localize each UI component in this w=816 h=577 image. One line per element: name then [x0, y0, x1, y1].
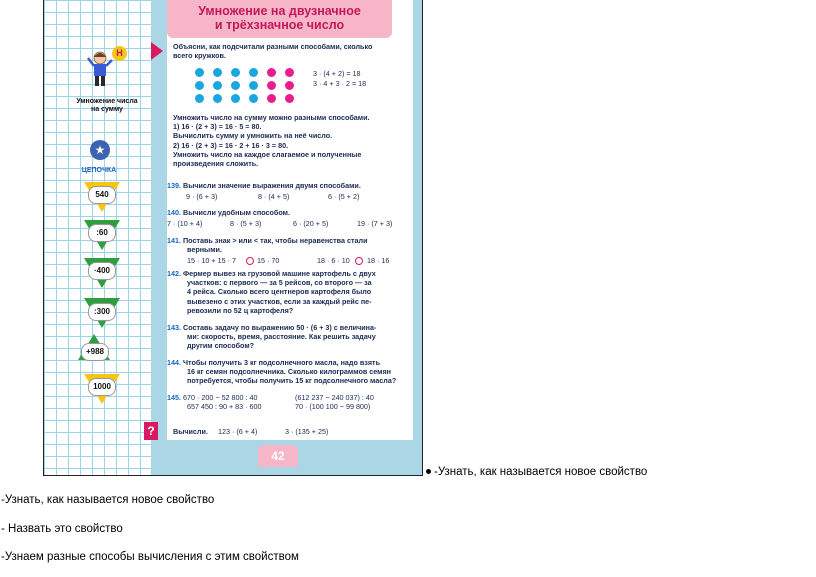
formula-2: 3 · 4 + 3 · 2 = 18: [313, 79, 367, 88]
chain-step-3: ·400: [88, 262, 116, 280]
blue-dot: [249, 68, 258, 77]
lesson-title: Умножение на двузначное и трёхзначное число: [198, 4, 361, 32]
chain-step-5: +988: [81, 343, 109, 361]
pink-dot: [285, 68, 294, 77]
blue-dot: [231, 94, 240, 103]
exercise-143: 143. Составь задачу по выражению 50 · (6 + 3) с величина- ми: скорость, время, расстояние. Как решить задачу другим способом?: [167, 323, 377, 351]
rule-block: Умножить число на сумму можно разными способами. 1) 16 · (2 + 3) = 16 · 5 = 80. Вычислить сумму и умножить на неё число. 2) 16 · (2 + 3) = 16 · 2 + 16 · 3 = 80. Умножить число на каждое слагаемое и полученные произведения сложить.: [173, 113, 370, 169]
page-number: 42: [258, 445, 298, 467]
blue-dot: [195, 81, 204, 90]
blue-dot: [231, 81, 240, 90]
note-line-1: -Узнать, как называется новое свойство: [1, 494, 215, 506]
chain-label: ЦЕПОЧКА: [81, 167, 117, 174]
textbook-page: [43, 0, 423, 476]
chain-step-4: :300: [88, 303, 116, 321]
question-mark-icon: ?: [144, 422, 158, 440]
blue-dot: [195, 68, 204, 77]
blue-dot: [195, 94, 204, 103]
bullet-note: -Узнать, как называется новое свойство: [426, 466, 647, 478]
title-band: [167, 0, 392, 38]
pink-dot: [267, 68, 276, 77]
question-task: Вычисли. 123 · (6 + 4) 3 · (135 + 25): [173, 427, 329, 436]
exercise-140: 140. Вычисли удобным способом.: [167, 208, 290, 217]
exercise-139: 139. Вычисли значение выражения двумя способами.: [167, 181, 361, 190]
exercise-139-items: 9 · (6 + 3) 8 · (4 + 5) 6 · (5 + 2): [186, 192, 360, 201]
formula-1: 3 · (4 + 2) = 18: [313, 69, 361, 78]
blue-dot: [249, 81, 258, 90]
note-line-2: - Назвать это свойство: [1, 523, 123, 535]
new-topic-badge: Н: [112, 46, 127, 61]
exercise-142: 142. Фермер вывез на грузовой машине картофель с двух участков: с первого — за 5 рейсов, со второго — за 4 рейса. Сколько всего центнеров картофеля было вывезено с этих участков, если за каждый рейс пе- ревозили по 52 ц картофеля?: [167, 269, 376, 315]
intro-text: Объясни, как подсчитали разными способами, сколько всего кружков.: [173, 42, 373, 61]
dots-illustration: [195, 68, 305, 108]
chain-step-6: 1000: [88, 378, 116, 396]
blue-dot: [213, 68, 222, 77]
pink-dot: [267, 81, 276, 90]
exercise-140-items: 7 · (10 + 4) 8 · (5 + 3) 6 · (20 + 5) 19 · (7 + 3): [167, 219, 393, 228]
note-line-3: -Узнаем разные способы вычисления с этим свойством: [1, 551, 299, 563]
chain-step-1: 540: [88, 186, 116, 204]
pink-dot: [267, 94, 276, 103]
chain-step-2: :60: [88, 224, 116, 242]
bullet-icon: [426, 469, 431, 474]
side-topic-label: Умножение числа на сумму: [76, 98, 138, 113]
exercise-141: 141. Поставь знак > или < так, чтобы неравенства стали верными.: [167, 236, 368, 255]
blue-dot: [231, 68, 240, 77]
blue-dot: [213, 81, 222, 90]
exercise-144: 144. Чтобы получить 3 кг подсолнечного масла, надо взять 16 кг семян подсолнечника. Сколько килограммов семян потребуется, чтобы получить 15 кг подсолнечного масла?: [167, 358, 397, 386]
exercise-145: 145. 670 · 200 − 52 800 : 40 (612 237 − 240 037) : 40 657 450 : 90 + 83 · 600 70 · (100 100 − 99 800): [167, 393, 374, 412]
star-icon: ★: [90, 140, 110, 160]
pink-dot: [285, 81, 294, 90]
page-gutter: [151, 0, 159, 475]
grid-margin: [44, 0, 151, 475]
blue-dot: [249, 94, 258, 103]
compare-circle[interactable]: [355, 257, 363, 265]
pink-dot: [285, 94, 294, 103]
exercise-141-items: 15 · 10 + 15 · 7 15 · 70 18 · 6 · 10 18 · 16: [187, 256, 390, 265]
blue-dot: [213, 94, 222, 103]
arrow-marker-icon: [151, 42, 163, 60]
compare-circle[interactable]: [246, 257, 254, 265]
